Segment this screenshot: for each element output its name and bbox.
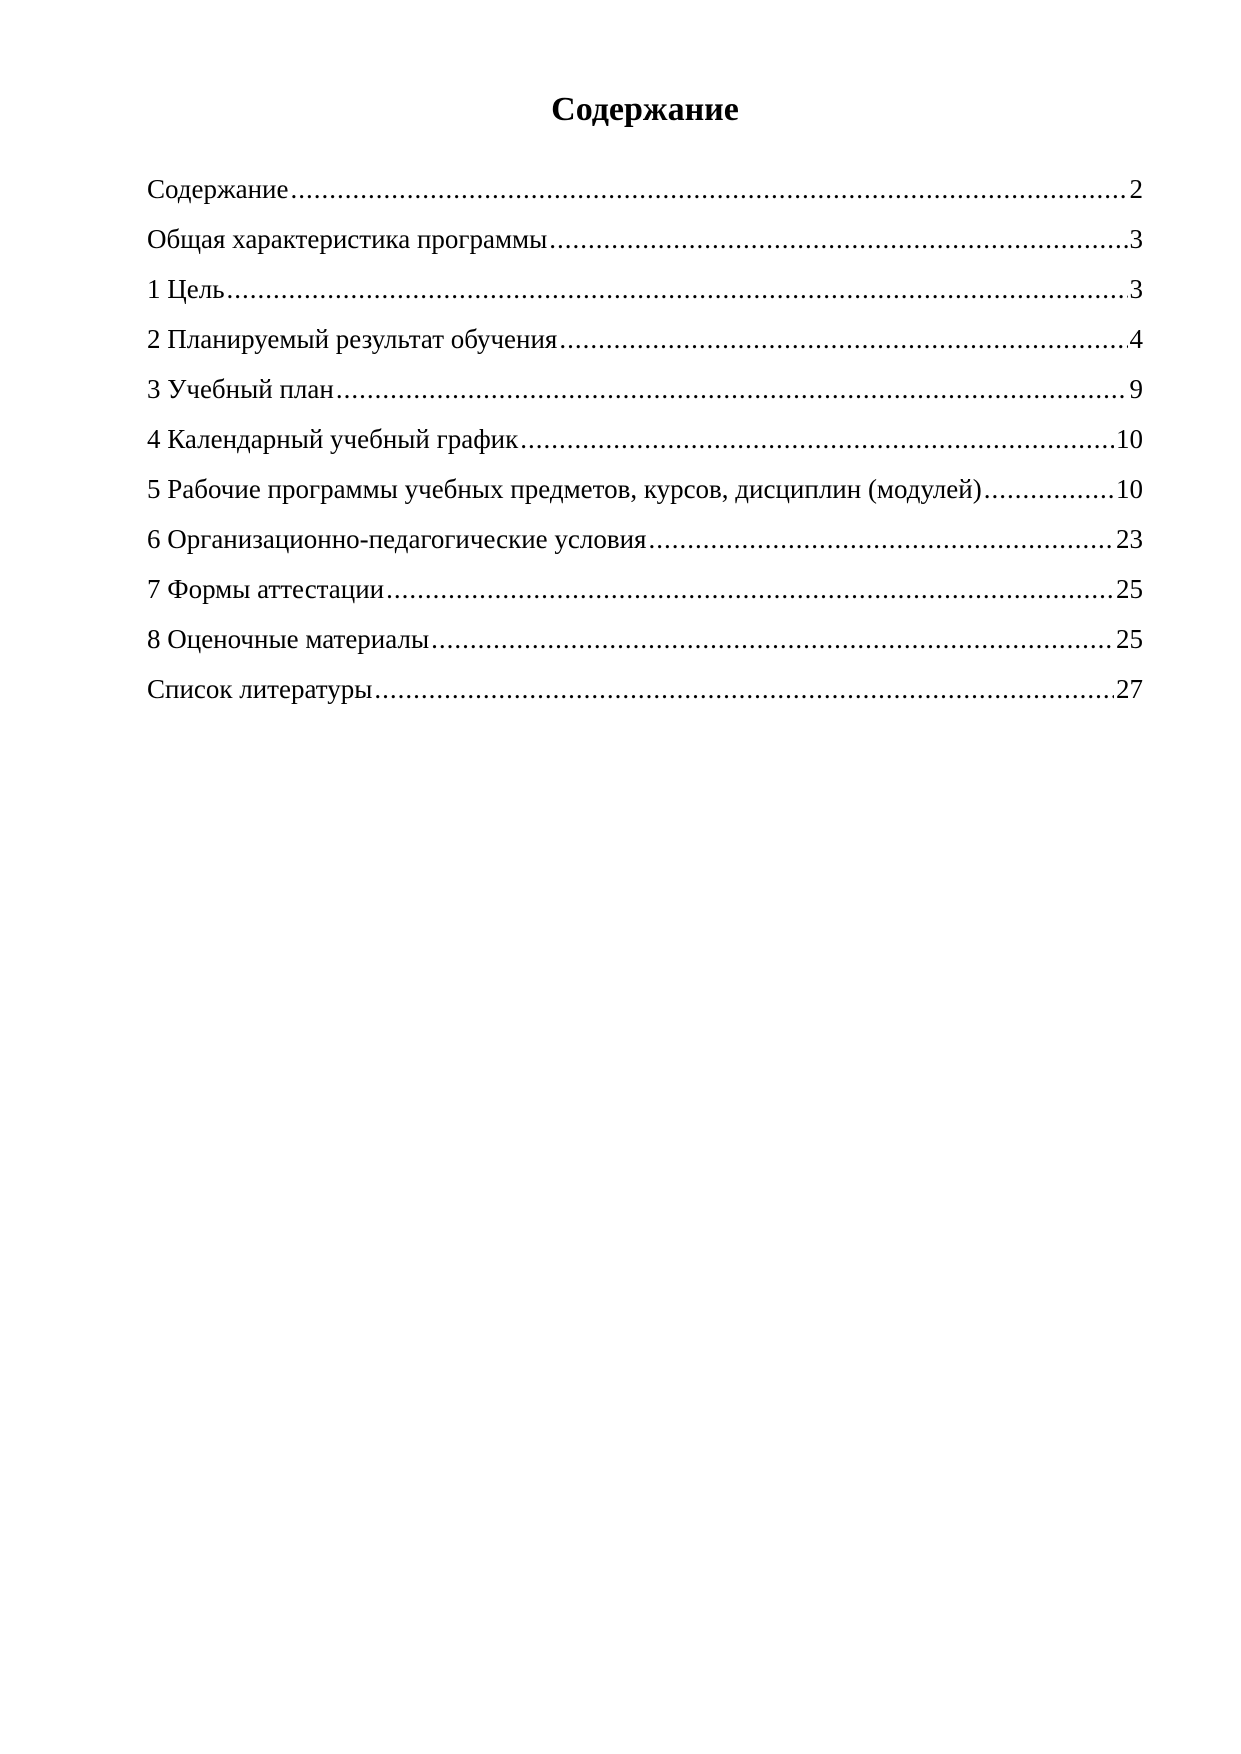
toc-entry-label: Содержание [147, 174, 289, 204]
toc-entry-label: 2 Планируемый результат обучения [147, 324, 558, 354]
toc-title: Содержание [551, 91, 739, 128]
toc-entry-page: 10 [1116, 424, 1143, 454]
toc-dot-leader [520, 414, 1114, 464]
toc-entry[interactable] [147, 164, 1143, 214]
toc-entry[interactable] [147, 414, 1143, 464]
toc-entry-label: 8 Оценочные материалы [147, 624, 430, 654]
toc-entry-page: 23 [1116, 524, 1143, 554]
toc-dot-leader [386, 564, 1114, 614]
toc-entry-label: 3 Учебный план [147, 374, 334, 404]
toc-entry-page: 3 [1129, 274, 1143, 304]
toc-dot-leader [336, 364, 1128, 414]
toc-dot-leader [984, 464, 1114, 514]
toc-dot-leader [374, 664, 1114, 714]
toc-entry-page: 25 [1116, 574, 1143, 604]
toc-entry-label: Общая характеристика программы [147, 224, 548, 254]
toc-entry-label: Список литературы [147, 674, 373, 704]
toc-entry[interactable] [147, 264, 1143, 314]
toc-entry-label: 5 Рабочие программы учебных предметов, курсов, дисциплин (модулей) [147, 474, 982, 504]
toc-dot-leader [431, 614, 1114, 664]
toc-entry[interactable] [147, 614, 1143, 664]
toc-entry-page: 2 [1129, 174, 1143, 204]
toc-entry-page: 3 [1129, 224, 1143, 254]
toc-entry-label: 6 Организационно-педагогические условия [147, 524, 647, 554]
toc-entry-page: 27 [1116, 674, 1143, 704]
table-of-contents [147, 164, 1143, 714]
toc-dot-leader [290, 164, 1127, 214]
toc-entry[interactable] [147, 664, 1143, 714]
toc-entry[interactable] [147, 314, 1143, 364]
toc-entry-page: 4 [1129, 324, 1143, 354]
toc-entry[interactable] [147, 214, 1143, 264]
toc-entry-label: 7 Формы аттестации [147, 574, 385, 604]
toc-entry[interactable] [147, 514, 1143, 564]
toc-dot-leader [648, 514, 1114, 564]
toc-entry[interactable] [147, 464, 1143, 514]
toc-entry-label: 1 Цель [147, 274, 225, 304]
toc-entry[interactable] [147, 364, 1143, 414]
toc-dot-leader [227, 264, 1128, 314]
toc-entry-page: 10 [1116, 474, 1143, 504]
toc-dot-leader [549, 214, 1127, 264]
toc-entry-page: 25 [1116, 624, 1143, 654]
toc-entry-label: 4 Календарный учебный график [147, 424, 519, 454]
toc-entry[interactable] [147, 564, 1143, 614]
toc-entry-page: 9 [1129, 374, 1143, 404]
toc-dot-leader [559, 314, 1127, 364]
